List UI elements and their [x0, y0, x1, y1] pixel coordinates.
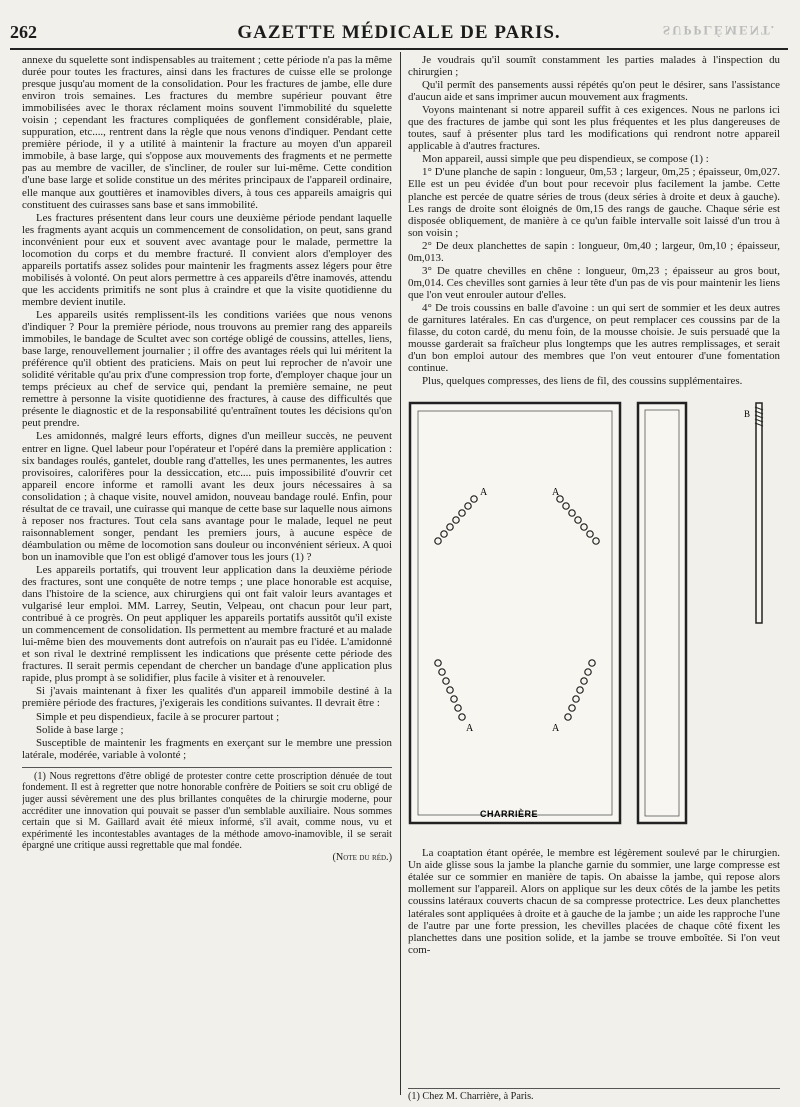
column-separator — [400, 52, 401, 1095]
journal-title: GAZETTE MÉDICALE DE PARIS. — [237, 22, 561, 43]
label-a-bottom-right: A — [552, 723, 560, 735]
paragraph: Qu'il permît des pansements aussi répétés qu'on peut le désirer, sans l'assistance d'aucun aide et sans imprimer aucun mouvement aux fragments. — [408, 79, 780, 104]
apparatus-figure — [408, 391, 780, 841]
paragraph: Susceptible de maintenir les fragments en exerçant sur le membre une pression latérale, modérée, variable à volonté ; — [22, 736, 392, 761]
footnote-text: (1) Nous regrettons d'être obligé de protester contre cette proscription dénuée de tout fondement. Il est à regretter que notre honorable confrère de Poitiers se soit cru obligé de juger aussi sévèrement une des plus brillantes conquêtes de la chirurgie moderne, pour accréditer une innovation qui pouvait se passer d'un semblable auxiliaire. Nous sommes certain que si M. Gaillard avait été mieux informé, s'il avait, comme nous, vu et expérimenté les incontestables avantages de la méthode amovo-inamovible, il se serait épargné une critique aussi regrettable que mal fondée. — [22, 770, 392, 852]
header-rule — [10, 48, 788, 50]
paragraph: Si j'avais maintenant à fixer les qualités d'un appareil immobile destiné à la première période des fractures, j'exigerais les conditions suivantes. Il devrait être : — [22, 685, 392, 710]
paragraph: Les appareils portatifs, qui trouvent leur application dans la deuxième période des fractures, sont une conquête de notre temps ; une place honorable est acquise, dans l'histoire de la science, aux chirurgiens qui ont fait valoir leurs avantages et vulgarisé leur emploi. MM. Larrey, Seutin, Velpeau, ont chacun pour leur part, contribué à ce progrès. On peut appliquer les appareils portatifs aussitôt qu'il existe un commencement de consolidation. Ils permettent au membre fracturé et au malade lui-même bien des mouvements dont autrefois on n'aurait pas eu l'idée. L'amidonné et son rival le dextriné remplissent les indications que présente cette période des fractures. Il serait permis cependant de chercher un bandage d'une application plus rapide, plus prompt à se solidifier, plus facile à visiter et à renouveler. — [22, 563, 392, 685]
paragraph: 1° D'une planche de sapin : longueur, 0m,53 ; largeur, 0m,25 ; épaisseur, 0m,027. Elle est un peu évidée d'un bout pour recevoir plus facilement la jambe. Cette planche est percée de quatre séries de trous (deux séries à droite et deux à gauche). Les rangs de droite sont éloignés de 0m,15 des rangs de gauche. Chaque série est disposée obliquement, de manière à ce qu'un faible intervalle soit laissé d'un trou à son voisin ; — [408, 166, 780, 239]
page-header — [10, 22, 788, 44]
paragraph: La coaptation étant opérée, le membre est légèrement soulevé par le chirurgien. Un aide glisse sous la jambe la planche garnie du sommier, une large compresse est étalée sur ce sommier en manière de tapis. On abaisse la jambe, qui repose alors mollement sur l'appareil. Alors on applique sur les deux côtés de la jambe les petits coussins latéraux couverts chacun de sa compresse protectrice. Les deux planchettes latérales sont appliquées à droite et à gauche de la jambe ; un aide les rapproche l'une de l'autre par une forte pression, les chevilles placées de chaque côté fixent les planchettes dans une position solide, et la jambe se trouve emboîtée. Si l'on veut com- — [408, 847, 780, 956]
label-a-top-left: A — [480, 487, 488, 499]
main-board — [410, 403, 620, 823]
right-footnote: (1) Chez M. Charrière, à Paris. — [408, 1088, 780, 1102]
paragraph: Mon appareil, aussi simple que peu dispendieux, se compose (1) : — [422, 153, 709, 166]
maker-stamp: CHARRIÈRE — [480, 809, 539, 820]
label-a-bottom-left: A — [466, 723, 474, 735]
label-b: B — [744, 409, 751, 420]
paragraph: Je voudrais qu'il soumît constamment les parties malades à l'inspection du chirurgien ; — [408, 54, 780, 79]
paragraph: 2° De deux planchettes de sapin : longueur, 0m,40 ; largeur, 0m,10 ; épaisseur, 0m,013. — [408, 239, 780, 264]
paragraph: Voyons maintenant si notre appareil suffit à ces exigences. Nous ne parlons ici que des fractures de jambe qui sont les plus fréquentes et les plus dangereuses de toutes, sauf à présenter plus tard les modifications qui rendront notre appareil applicable à d'autres fractures. — [408, 104, 780, 153]
apparatus-illustration — [408, 391, 780, 841]
paragraph: Les appareils usités remplissent-ils les conditions variées que nous venons d'indiquer ? Pour la première période, nous trouvons au premier rang des appareils immobiles, le bandage de Scultet avec son cortége obligé de coussins, attelles, liens, base large, renouvellement journalier ; il offre des avantages réels qui lui méritent la préférence qu'il obtient des praticiens. Mais on peut lui reprocher de n'avoir une solidité véritable qu'au prix d'une compression trop forte, d'employer chaque jour un temps précieux au chef de service qui, pendant la première semaine, ne peut remettre à personne la visite quotidienne des fractures, à cause des difficultés que présente le diagnostic et de la responsabilité qu'entraînent toutes les décisions qu'on peut prendre. — [22, 308, 392, 430]
left-column — [22, 54, 392, 1099]
paragraph: 4° De trois coussins en balle d'avoine : un qui sert de sommier et les deux autres de garnitures latérales. En cas d'urgence, on peut remplacer ces coussins par de la filasse, du coton cardé, du menu foin, de la mousse choisie. Je suis persuadé que la mousse garderait sa fraîcheur plus longtemps que les autres remplissages, et serait d'un bon emploi autour des membres que l'on veut entourer d'une fomentation continue. — [408, 301, 780, 375]
paragraph: Les amidonnés, malgré leurs efforts, dignes d'un meilleur succès, ne peuvent entrer en ligne. Quel labeur pour l'opérateur et l'opéré dans la première application : six bandages roulés, gantelet, double rang d'attelles, les unes permanentes, les autres provisoires, calorifères pour la dessiccation, etc.... puis impossibilité d'ouvrir cet appareil encore informe et ramolli avant les deux jours nécessaires à sa consolidation ; à chaque visite, nouvel amidon, nouveau bandage roulé. Enfin, pour résultat de ce travail, une cuirasse qui manque de cette base sur laquelle nous aimons à reposer nos fractures. Tout cela sans avantage pour le malade, lequel ne peut raisonnablement songer, pendant les premiers jours, à aucune espèce de déambulation ou même de locomotion sans douleur ou inconvénient sérieux. A quoi bon un inamovible que l'on est obligé d'amover tous les jours (1) ? — [22, 430, 392, 563]
label-a-top-right: A — [552, 487, 560, 499]
paragraph: Les fractures présentent dans leur cours une deuxième période pendant laquelle les fragments ayant acquis un commencement de consolidation, on peut, sans grand inconvénient pour eux et souvent avec avantage pour le malade, permettre la locomotion du corps et du membre fracturé. Il convient alors d'employer des appareils portatifs assez solides pour maintenir les fragments assez légers pour être mobilisés à volonté. On peut alors permettre à ces appareils d'être inamovés, attendu que les accidents primitifs ne sont plus à craindre et que la visite quotidienne du membre devient inutile. — [22, 211, 392, 308]
paragraph: annexe du squelette sont indispensables au traitement ; cette période n'a pas la même durée pour toutes les fractures, ainsi dans les fractures de cuisse elle se prolonge presque jusqu'au moment de la consolidation. Pour les fractures de jambe, elle dure environ trois semaines. Les fractures du membre supérieur pouvant être immobilisées avec le thorax réclament moins souvent l'immobilité du squelette voisin ; cependant les fractures compliquées de gonflement considérable, plaie, suppuration, etc...., rentrent dans la règle que nous venons d'indiquer. Pendant cette première période, il y a utilité à maintenir la fracture au moyen d'un appareil immobile, à base large, qui s'oppose aux mouvements des fragments et ne permette pas au membre de vaciller, de s'incliner, de rouler sur lui-même. Cette condition d'une base large et solide constitue un des mérites principaux de l'appareil ordinaire, elle manque aux gouttières et inamovibles divers, à tous ces appareils amaigris qui constituent des cuirasses sans base et sans immobilité. — [22, 54, 392, 211]
peg — [756, 403, 762, 623]
footnote-signature: (Note du réd.) — [332, 851, 392, 863]
paragraph: Simple et peu dispendieux, facile à se procurer partout ; — [36, 710, 280, 723]
bleed-through-text: SUPPLÉMENT. — [662, 23, 776, 38]
paragraph: Solide à base large ; — [36, 723, 124, 736]
right-column — [408, 54, 780, 957]
paragraph: 3° De quatre chevilles en chêne : longueur, 0m,23 ; épaisseur au gros bout, 0m,014. Ces chevilles sont garnies à leur tête d'un pas de vis pour maintenir les liens que l'on veut enrouler autour d'elles. — [408, 264, 780, 301]
left-footnote — [22, 767, 392, 864]
paragraph: Plus, quelques compresses, des liens de fil, des coussins supplémentaires. — [422, 375, 743, 388]
page-number: 262 — [10, 22, 37, 42]
